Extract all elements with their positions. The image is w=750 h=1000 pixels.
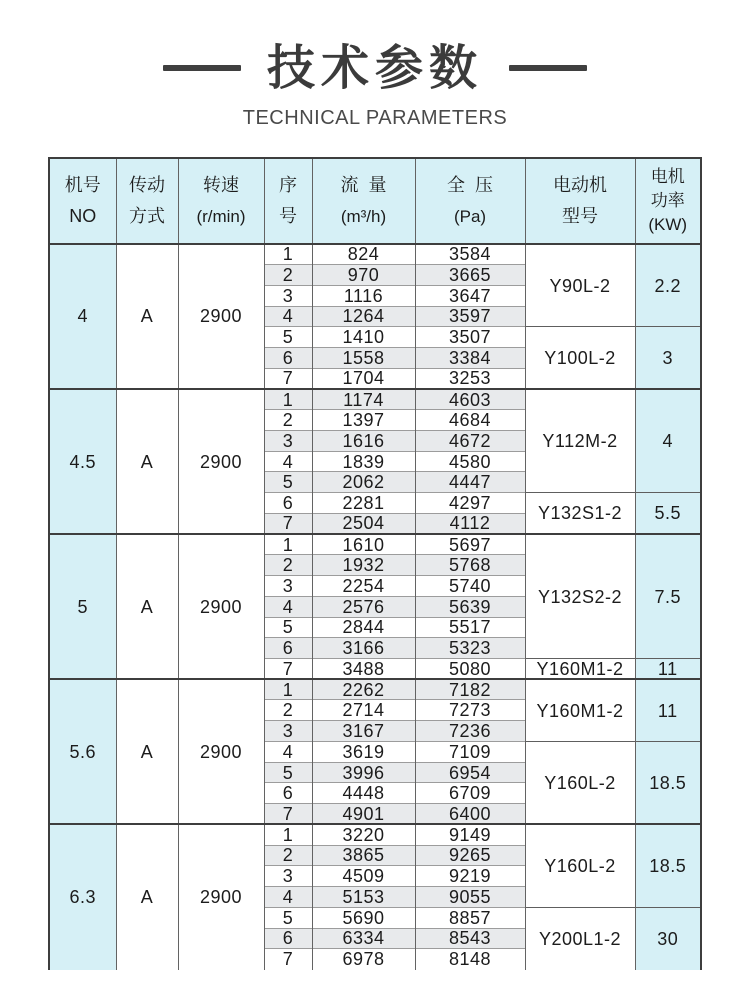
pressure-cell: 8148 (415, 949, 525, 970)
flow-cell: 970 (312, 265, 415, 286)
header-line: (Pa) (453, 206, 487, 226)
drive-mode-cell: A (116, 534, 178, 679)
motor-power-cell: 5.5 (635, 493, 701, 534)
speed-cell: 2900 (178, 534, 264, 679)
flow-cell: 1264 (312, 306, 415, 327)
page-subtitle: TECHNICAL PARAMETERS (242, 106, 508, 129)
flow-cell: 3865 (312, 845, 415, 866)
pressure-cell: 4580 (415, 451, 525, 472)
header-line: 电动机 (553, 174, 607, 195)
pressure-cell: 7182 (415, 679, 525, 700)
motor-power-cell: 2.2 (635, 244, 701, 327)
seq-cell: 1 (264, 244, 312, 265)
motor-model-cell: Y160L-2 (525, 824, 635, 907)
header-line: (m³/h) (340, 206, 387, 226)
seq-cell: 4 (264, 596, 312, 617)
header-line: 号 (279, 205, 297, 226)
flow-cell: 2262 (312, 679, 415, 700)
data-row (49, 389, 701, 410)
header-line: 流 量 (340, 174, 387, 195)
motor-power-cell: 11 (635, 658, 701, 679)
pressure-cell: 3647 (415, 285, 525, 306)
pressure-cell: 4112 (415, 513, 525, 534)
header-line: 功率 (650, 190, 685, 210)
header-line: 机号 (64, 174, 101, 195)
flow-cell: 2062 (312, 472, 415, 493)
flow-cell: 3619 (312, 741, 415, 762)
flow-cell: 4901 (312, 804, 415, 825)
title-dash-right (509, 65, 587, 71)
seq-cell: 7 (264, 804, 312, 825)
seq-cell: 6 (264, 928, 312, 949)
motor-model-cell: Y160M1-2 (525, 658, 635, 679)
flow-cell: 4448 (312, 783, 415, 804)
seq-cell: 1 (264, 824, 312, 845)
flow-cell: 1610 (312, 534, 415, 555)
seq-cell: 6 (264, 347, 312, 368)
col-header-drive-mode (116, 158, 178, 244)
pressure-cell: 9219 (415, 866, 525, 887)
machine-no-cell: 5 (49, 534, 116, 679)
data-row (49, 534, 701, 555)
speed-cell: 2900 (178, 389, 264, 534)
motor-power-cell: 7.5 (635, 534, 701, 658)
pressure-cell: 3584 (415, 244, 525, 265)
flow-cell: 5153 (312, 887, 415, 908)
pressure-cell: 6954 (415, 762, 525, 783)
pressure-cell: 5768 (415, 555, 525, 576)
flow-cell: 2576 (312, 596, 415, 617)
motor-power-cell: 30 (635, 907, 701, 969)
seq-cell: 3 (264, 285, 312, 306)
flow-cell: 1116 (312, 285, 415, 306)
pressure-cell: 3597 (415, 306, 525, 327)
motor-power-cell: 18.5 (635, 824, 701, 907)
flow-cell: 1616 (312, 430, 415, 451)
seq-cell: 2 (264, 700, 312, 721)
drive-mode-cell: A (116, 679, 178, 824)
flow-cell: 5690 (312, 907, 415, 928)
motor-power-cell: 18.5 (635, 741, 701, 824)
flow-cell: 2281 (312, 493, 415, 514)
seq-cell: 5 (264, 472, 312, 493)
seq-cell: 4 (264, 451, 312, 472)
seq-cell: 7 (264, 368, 312, 389)
motor-model-cell: Y132S1-2 (525, 493, 635, 534)
pressure-cell: 3253 (415, 368, 525, 389)
pressure-cell: 3665 (415, 265, 525, 286)
flow-cell: 4509 (312, 866, 415, 887)
seq-cell: 6 (264, 783, 312, 804)
seq-cell: 3 (264, 866, 312, 887)
speed-cell: 2900 (178, 824, 264, 969)
page-title: 技术参数 (266, 40, 483, 96)
table-body (49, 244, 701, 970)
flow-cell: 2504 (312, 513, 415, 534)
flow-cell: 6978 (312, 949, 415, 970)
col-header-pressure (415, 158, 525, 244)
header-line: NO (69, 205, 97, 226)
col-header-flow (312, 158, 415, 244)
motor-power-cell: 11 (635, 679, 701, 741)
seq-cell: 4 (264, 887, 312, 908)
motor-model-cell: Y100L-2 (525, 327, 635, 389)
seq-cell: 7 (264, 949, 312, 970)
data-row (49, 244, 701, 265)
flow-cell: 6334 (312, 928, 415, 949)
header-line: 全 压 (446, 174, 493, 195)
data-row (49, 679, 701, 700)
header-line: 电机 (650, 166, 685, 186)
seq-cell: 2 (264, 845, 312, 866)
flow-cell: 1704 (312, 368, 415, 389)
header-line: (KW) (648, 214, 688, 234)
seq-cell: 4 (264, 741, 312, 762)
pressure-cell: 3384 (415, 347, 525, 368)
seq-cell: 1 (264, 389, 312, 410)
seq-cell: 2 (264, 265, 312, 286)
header-line: 型号 (562, 205, 598, 226)
flow-cell: 1932 (312, 555, 415, 576)
machine-no-cell: 6.3 (49, 824, 116, 969)
flow-cell: 1174 (312, 389, 415, 410)
speed-cell: 2900 (178, 244, 264, 389)
flow-cell: 3167 (312, 721, 415, 742)
flow-cell: 3488 (312, 658, 415, 679)
motor-model-cell: Y200L1-2 (525, 907, 635, 969)
motor-power-cell: 3 (635, 327, 701, 389)
motor-model-cell: Y90L-2 (525, 244, 635, 327)
machine-no-cell: 4.5 (49, 389, 116, 534)
seq-cell: 2 (264, 410, 312, 431)
machine-no-cell: 5.6 (49, 679, 116, 824)
flow-cell: 3996 (312, 762, 415, 783)
drive-mode-cell: A (116, 824, 178, 969)
pressure-cell: 7236 (415, 721, 525, 742)
seq-cell: 5 (264, 762, 312, 783)
pressure-cell: 4297 (415, 493, 525, 514)
motor-model-cell: Y160L-2 (525, 741, 635, 824)
flow-cell: 2254 (312, 576, 415, 597)
pressure-cell: 4447 (415, 472, 525, 493)
col-header-machine-no (49, 158, 116, 244)
col-header-motor-power (635, 158, 701, 244)
pressure-cell: 5697 (415, 534, 525, 555)
header-line: 方式 (129, 205, 165, 226)
machine-no-cell: 4 (49, 244, 116, 389)
seq-cell: 6 (264, 638, 312, 659)
pressure-cell: 5323 (415, 638, 525, 659)
pressure-cell: 5740 (415, 576, 525, 597)
seq-cell: 4 (264, 306, 312, 327)
col-header-motor-model (525, 158, 635, 244)
pressure-cell: 5639 (415, 596, 525, 617)
seq-cell: 5 (264, 327, 312, 348)
page-title-row (0, 0, 750, 95)
pressure-cell: 9149 (415, 824, 525, 845)
seq-cell: 3 (264, 430, 312, 451)
flow-cell: 3220 (312, 824, 415, 845)
header-line: 序 (279, 174, 297, 195)
title-dash-left (163, 65, 241, 71)
data-row (49, 824, 701, 845)
seq-cell: 3 (264, 721, 312, 742)
flow-cell: 3166 (312, 638, 415, 659)
flow-cell: 1558 (312, 347, 415, 368)
col-header-seq (264, 158, 312, 244)
flow-cell: 1410 (312, 327, 415, 348)
seq-cell: 7 (264, 658, 312, 679)
drive-mode-cell: A (116, 389, 178, 534)
pressure-cell: 4684 (415, 410, 525, 431)
pressure-cell: 8857 (415, 907, 525, 928)
flow-cell: 1839 (312, 451, 415, 472)
header-line: (r/min) (196, 206, 246, 226)
pressure-cell: 7109 (415, 741, 525, 762)
motor-model-cell: Y132S2-2 (525, 534, 635, 658)
seq-cell: 2 (264, 555, 312, 576)
pressure-cell: 6400 (415, 804, 525, 825)
pressure-cell: 5080 (415, 658, 525, 679)
speed-cell: 2900 (178, 679, 264, 824)
seq-cell: 1 (264, 534, 312, 555)
seq-cell: 5 (264, 907, 312, 928)
header-row (49, 158, 701, 244)
flow-cell: 2714 (312, 700, 415, 721)
seq-cell: 7 (264, 513, 312, 534)
header-line: 转速 (203, 174, 239, 195)
pressure-cell: 6709 (415, 783, 525, 804)
pressure-cell: 9055 (415, 887, 525, 908)
seq-cell: 6 (264, 493, 312, 514)
flow-cell: 2844 (312, 617, 415, 638)
pressure-cell: 4672 (415, 430, 525, 451)
flow-cell: 824 (312, 244, 415, 265)
seq-cell: 3 (264, 576, 312, 597)
seq-cell: 5 (264, 617, 312, 638)
table-header (49, 158, 701, 244)
pressure-cell: 3507 (415, 327, 525, 348)
col-header-speed (178, 158, 264, 244)
technical-parameters-table (48, 157, 702, 970)
motor-model-cell: Y160M1-2 (525, 679, 635, 741)
pressure-cell: 5517 (415, 617, 525, 638)
pressure-cell: 7273 (415, 700, 525, 721)
pressure-cell: 4603 (415, 389, 525, 410)
pressure-cell: 9265 (415, 845, 525, 866)
motor-model-cell: Y112M-2 (525, 389, 635, 493)
motor-power-cell: 4 (635, 389, 701, 493)
header-line: 传动 (129, 174, 165, 195)
flow-cell: 1397 (312, 410, 415, 431)
drive-mode-cell: A (116, 244, 178, 389)
seq-cell: 1 (264, 679, 312, 700)
pressure-cell: 8543 (415, 928, 525, 949)
